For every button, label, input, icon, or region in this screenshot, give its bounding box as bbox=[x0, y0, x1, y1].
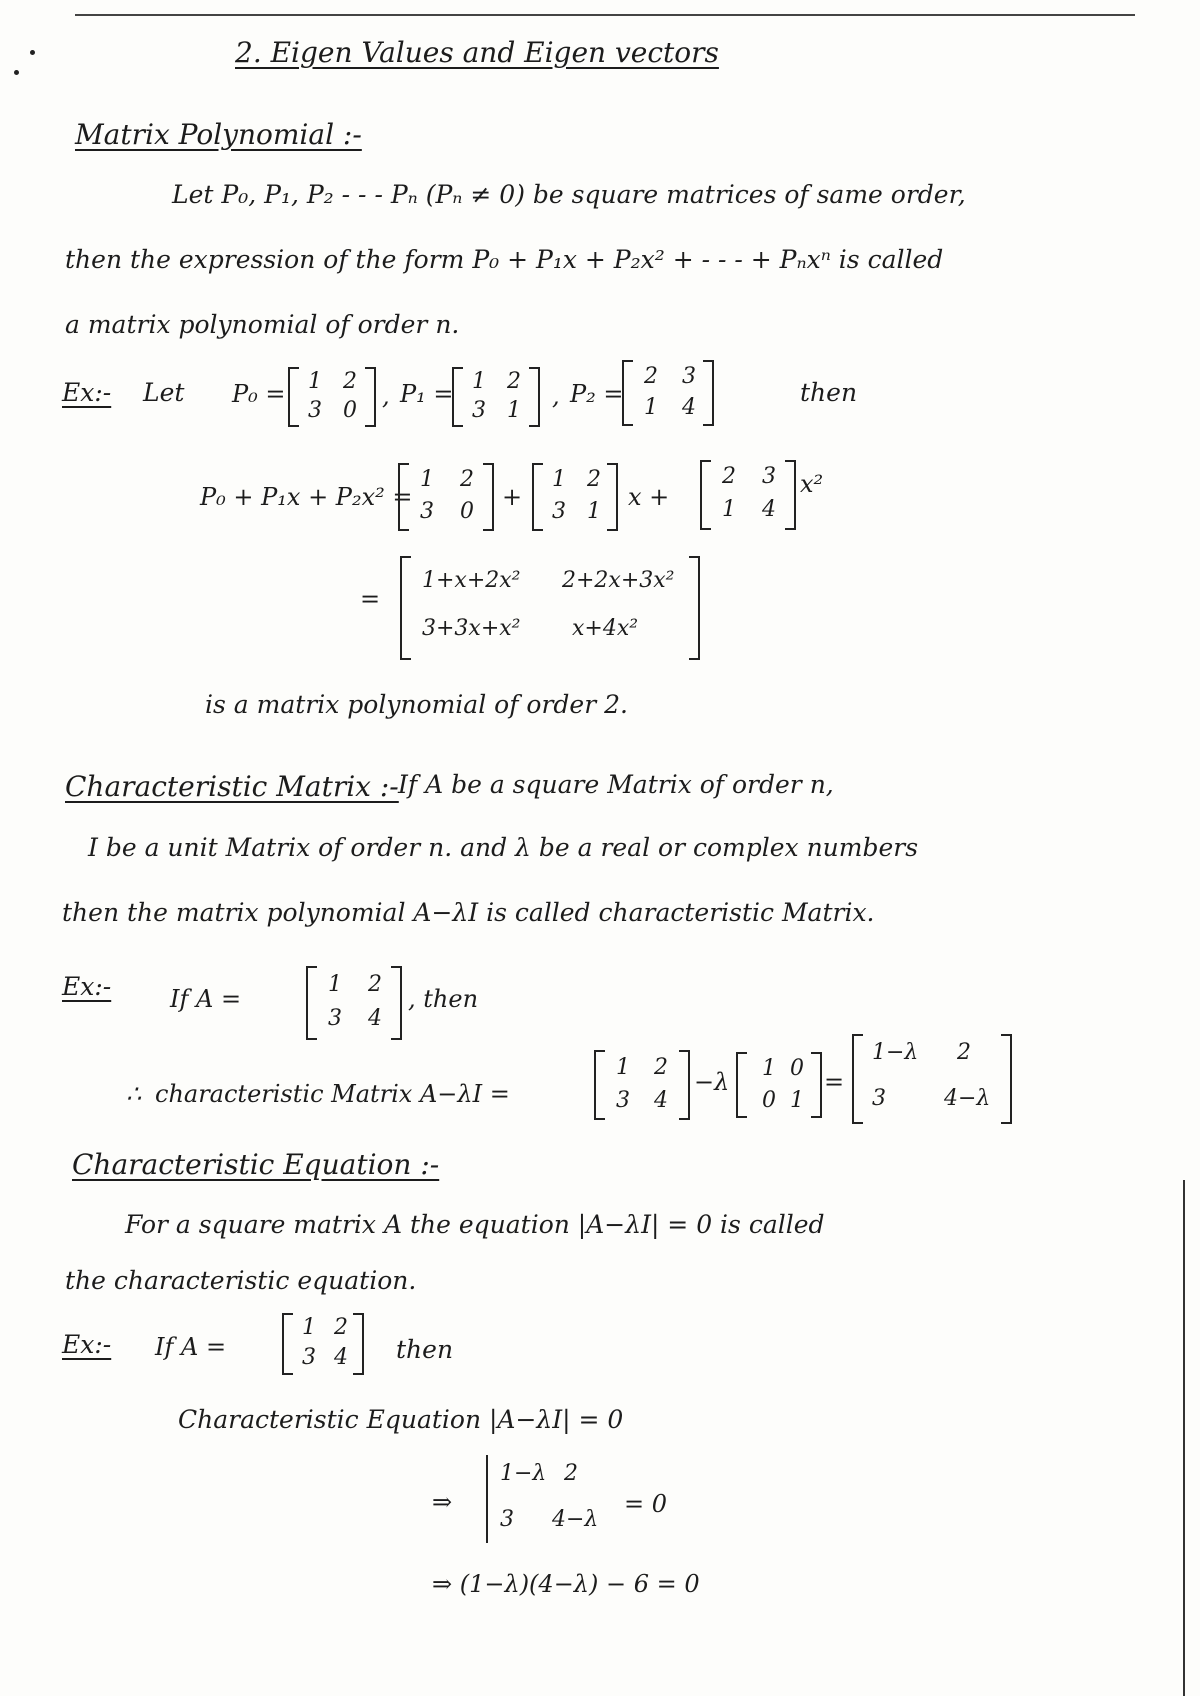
p0-label: P₀ = bbox=[232, 380, 286, 408]
matrix-cell: 0 bbox=[762, 1088, 776, 1113]
matrix-cell: 3 bbox=[308, 398, 322, 423]
determinant bbox=[486, 1455, 618, 1543]
characteristic-matrix-def-line2: I be a unit Matrix of order n. and λ be a real or complex numbers bbox=[88, 833, 919, 862]
matrix-cell: 1 bbox=[552, 467, 566, 492]
matrix-cell: 4 bbox=[762, 497, 776, 522]
matrix-cell: 3 bbox=[682, 364, 696, 389]
matrix-cell: 3 bbox=[762, 464, 776, 489]
matrix-cell: 3 bbox=[500, 1507, 514, 1532]
x-plus: x + bbox=[628, 483, 670, 511]
right-margin-line bbox=[1183, 1180, 1185, 1696]
identity-matrix bbox=[736, 1052, 822, 1118]
matrix-a-equation bbox=[282, 1313, 364, 1375]
matrix-cell: 1 bbox=[472, 369, 486, 394]
ink-dot bbox=[30, 50, 35, 55]
ink-dot bbox=[14, 70, 19, 75]
matrix-cell: 3 bbox=[616, 1088, 630, 1113]
matrix-cell: 1−λ bbox=[872, 1040, 919, 1065]
matrix-polynomial-heading: Matrix Polynomial :- bbox=[75, 118, 362, 151]
matrix-cell: 3 bbox=[420, 499, 434, 524]
matrix-cell: 1 bbox=[308, 369, 322, 394]
matrix-cell: 4−λ bbox=[944, 1086, 991, 1111]
characteristic-equation-expansion: ⇒ (1−λ)(4−λ) − 6 = 0 bbox=[432, 1570, 700, 1598]
characteristic-equation-def-line1: For a square matrix A the equation |A−λI| = 0 is called bbox=[125, 1210, 825, 1239]
matrix-cell: 1 bbox=[722, 497, 736, 522]
matrix-cell: 1 bbox=[420, 467, 434, 492]
top-margin-line bbox=[75, 14, 1135, 16]
therefore-sign: ∴ bbox=[126, 1080, 142, 1108]
matrix-cell: 1 bbox=[644, 395, 658, 420]
matrix-cell: 2 bbox=[343, 369, 357, 394]
matrix-cell: 1 bbox=[328, 972, 342, 997]
matrix-cell: 0 bbox=[460, 499, 474, 524]
matrix-cell: 1 bbox=[507, 398, 521, 423]
matrix-p1 bbox=[452, 367, 540, 427]
matrix-cell: 2 bbox=[460, 467, 474, 492]
comma: , bbox=[382, 382, 390, 410]
equals-sign: = bbox=[824, 1068, 845, 1096]
matrix-cell: 4 bbox=[334, 1345, 348, 1370]
example-let: Let bbox=[143, 378, 185, 407]
matrix-cell: 4 bbox=[654, 1088, 668, 1113]
matrix-p0 bbox=[288, 367, 376, 427]
characteristic-equation-heading: Characteristic Equation :- bbox=[72, 1148, 440, 1181]
sum-matrix-p2 bbox=[700, 460, 796, 530]
matrix-polynomial-def-line1: Let P₀, P₁, P₂ - - - Pₙ (Pₙ ≠ 0) be square matrices of same order, bbox=[172, 180, 966, 209]
matrix-cell: 1+x+2x² bbox=[422, 568, 521, 593]
matrix-cell: 1 bbox=[762, 1056, 776, 1081]
matrix-cell: 1 bbox=[587, 499, 601, 524]
matrix-cell: 1 bbox=[616, 1055, 630, 1080]
example-label: Ex:- bbox=[62, 378, 112, 407]
if-a-label: If A = bbox=[155, 1333, 227, 1361]
result-matrix bbox=[400, 556, 700, 660]
matrix-cell: 2 bbox=[587, 467, 601, 492]
matrix-polynomial-def-line2: then the expression of the form P₀ + P₁x + P₂x² + - - - + Pₙxⁿ is called bbox=[65, 245, 944, 274]
matrix-cell: 3 bbox=[302, 1345, 316, 1370]
matrix-cell: 3 bbox=[872, 1086, 886, 1111]
sum-matrix-p0 bbox=[398, 463, 494, 531]
matrix-cell: 2 bbox=[654, 1055, 668, 1080]
then-word: , then bbox=[408, 985, 479, 1013]
determinant-equals-zero: = 0 bbox=[624, 1490, 668, 1518]
matrix-a bbox=[306, 966, 402, 1040]
then-word: then bbox=[800, 378, 858, 407]
matrix-cell: 3 bbox=[328, 1006, 342, 1031]
matrix-cell: 1 bbox=[790, 1088, 804, 1113]
example-label: Ex:- bbox=[62, 1330, 112, 1359]
plus-sign: + bbox=[502, 483, 523, 511]
characteristic-matrix-def-line1: If A be a square Matrix of order n, bbox=[398, 770, 834, 799]
matrix-cell: 2 bbox=[368, 972, 382, 997]
matrix-a-copy bbox=[594, 1050, 690, 1120]
if-a-label: If A = bbox=[170, 985, 242, 1013]
p1-label: P₁ = bbox=[400, 380, 454, 408]
matrix-polynomial-conclusion: is a matrix polynomial of order 2. bbox=[205, 690, 628, 719]
matrix-cell: 1−λ bbox=[500, 1461, 547, 1486]
matrix-cell: 3 bbox=[552, 499, 566, 524]
x-squared: x² bbox=[800, 470, 824, 498]
matrix-cell: 2 bbox=[334, 1315, 348, 1340]
matrix-cell: 3+3x+x² bbox=[422, 616, 521, 641]
characteristic-matrix-heading: Characteristic Matrix :- bbox=[65, 770, 399, 803]
matrix-cell: 2 bbox=[957, 1040, 971, 1065]
comma: , bbox=[552, 382, 560, 410]
matrix-cell: x+4x² bbox=[572, 616, 639, 641]
sum-matrix-p1 bbox=[532, 463, 618, 531]
page-title: 2. Eigen Values and Eigen vectors bbox=[235, 36, 719, 69]
matrix-cell: 4 bbox=[682, 395, 696, 420]
characteristic-matrix-result bbox=[852, 1034, 1012, 1124]
characteristic-equation-def-line2: the characteristic equation. bbox=[65, 1266, 417, 1295]
matrix-cell: 3 bbox=[472, 398, 486, 423]
matrix-cell: 0 bbox=[343, 398, 357, 423]
matrix-cell: 1 bbox=[302, 1315, 316, 1340]
matrix-cell: 4 bbox=[368, 1006, 382, 1031]
example-label: Ex:- bbox=[62, 972, 112, 1001]
matrix-cell: 2+2x+3x² bbox=[562, 568, 675, 593]
equals-sign: = bbox=[360, 585, 381, 613]
matrix-cell: 4−λ bbox=[552, 1507, 599, 1532]
matrix-cell: 2 bbox=[722, 464, 736, 489]
matrix-p2 bbox=[622, 360, 714, 426]
matrix-cell: 0 bbox=[790, 1056, 804, 1081]
matrix-polynomial-def-line3: a matrix polynomial of order n. bbox=[65, 310, 460, 339]
minus-lambda: −λ bbox=[694, 1068, 730, 1096]
matrix-cell: 2 bbox=[564, 1461, 578, 1486]
characteristic-matrix-def-line3: then the matrix polynomial A−λI is called characteristic Matrix. bbox=[62, 898, 875, 927]
sum-expression: P₀ + P₁x + P₂x² = bbox=[200, 483, 413, 511]
characteristic-matrix-label: characteristic Matrix A−λI = bbox=[155, 1080, 510, 1108]
then-word: then bbox=[396, 1335, 454, 1364]
p2-label: P₂ = bbox=[570, 380, 624, 408]
characteristic-equation-statement: Characteristic Equation |A−λI| = 0 bbox=[178, 1405, 624, 1434]
matrix-cell: 2 bbox=[507, 369, 521, 394]
matrix-cell: 2 bbox=[644, 364, 658, 389]
implies-sign: ⇒ bbox=[432, 1488, 453, 1516]
